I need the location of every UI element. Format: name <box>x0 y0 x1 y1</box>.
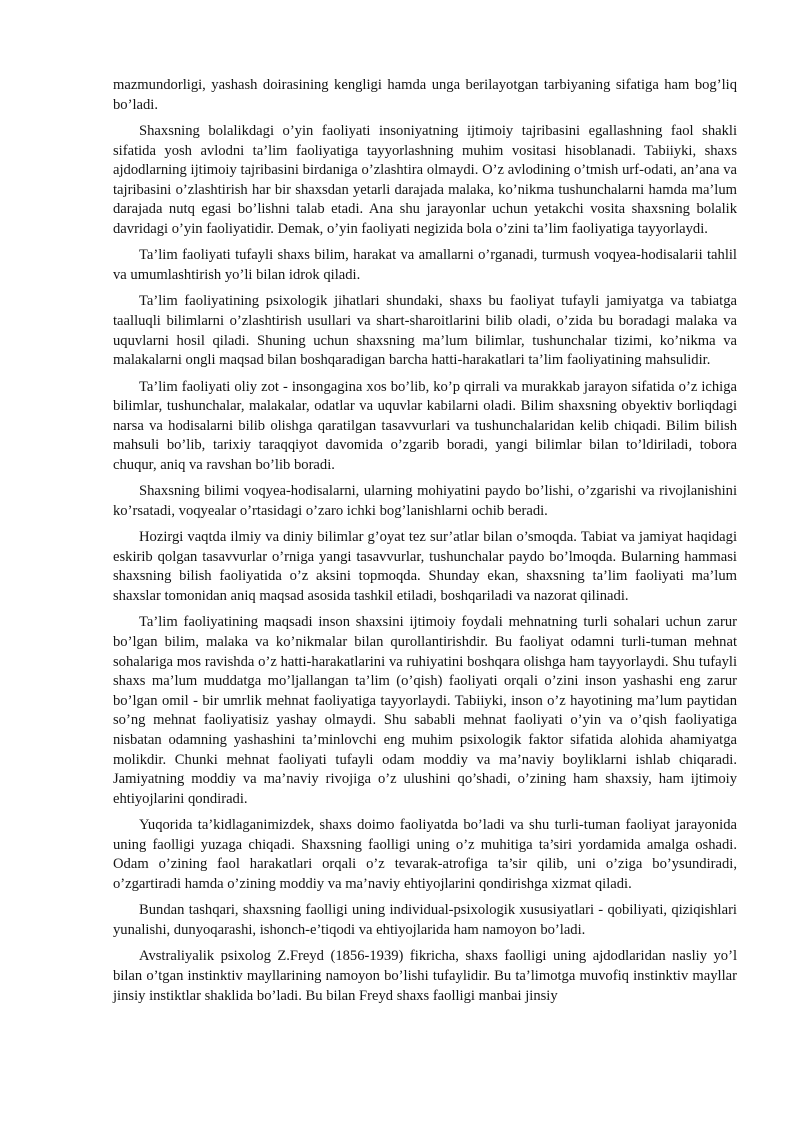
paragraph: Hozirgi vaqtda ilmiy va diniy bilimlar g’oyat tez sur’atlar bilan o’smoqda. Tabiat va jamiyat haqidagi eskirib qolgan tasavvurlar o’rniga yangi tasavvurlar, tushunchalar paydo bo’lmoqda. Bularning hammasi shaxsning bilish faoliyatida o’z aksini topmoqda. Shunday ekan, shaxsning ta’lim faoliyati ma’lum shaxslar tomonidan aniq maqsad asosida tashkil etiladi, boshqariladi va nazorat qilinadi. <box>113 529 737 605</box>
paragraph: Avstraliyalik psixolog Z.Freyd (1856-1939) fikricha, shaxs faolligi uning ajdodlaridan nasliy yo’l bilan o’tgan instinktiv mayllarining namoyon bo’lishi tufaylidir. Bu ta’limotga muvofiq instinktiv mayllar jinsiy instiktlar shaklida bo’ladi. Bu bilan Freyd shaxs faolligi manbai jinsiy <box>113 948 737 1004</box>
paragraph: Shaxsning bilimi voqyea-hodisalarni, ularning mohiyatini paydo bo’lishi, o’zgarishi va rivojlanishini ko’rsatadi, voqyealar o’rtasidagi o’zaro ichki bog’lanishlarni ochib beradi. <box>113 483 737 519</box>
document-page <box>113 76 737 1013</box>
paragraph: Shaxsning bolalikdagi o’yin faoliyati insoniyatning ijtimoiy tajribasini egallashning faol shakli sifatida yosh avlodni ta’lim faoliyatiga tayyorlashning muhim vositasi hisoblanadi. Tabiiyki, shaxs ajdodlarning ijtimoiy tajribasini birdaniga o’zlashtira olmaydi. O’z avlodining o’tmish urf-odati, an’ana va tajribasini o’zlashtirish har bir shaxsdan yetarli darajada malaka, ko’nikma tushunchalarni hamda ma’lum darajada nutq egasi bo’lishni talab etadi. Ana shu jarayonlar uchun yetakchi vosita shaxsning bolalik davridagi o’yin faoliyatidir. Demak, o’yin faoliyati negizida bola o’zini ta’lim faoliyatiga tayyorlaydi. <box>113 122 737 237</box>
paragraph: Ta’lim faoliyati tufayli shaxs bilim, harakat va amallarni o’rganadi, turmush voqyea-hodisalarii tahlil va umumlashtirish yo’li bilan idrok qiladi. <box>113 247 737 283</box>
paragraph: Ta’lim faoliyati oliy zot - insongagina xos bo’lib, ko’p qirrali va murakkab jarayon sifatida o’z ichiga bilimlar, tushunchalar, malakalar, odatlar va uquvlar kabilarni oladi. Bilim shaxsning obyektiv borliqdagi narsa va hodisalarni bilib olishga qaratilgan tasavvurlari va tushunchalaridan kelib chiqadi. Bilim bilish mahsuli bo’lib, tarixiy taraqqiyot davomida o’zgarib boradi, yangi bilimlar bilan to’ldiriladi, tobora chuqur, aniq va ravshan bo’lib boradi. <box>113 378 737 473</box>
paragraph: Bundan tashqari, shaxsning faolligi uning individual-psixologik xususiyatlari - qobiliyati, qiziqishlari yunalishi, dunyoqarashi, ishonch-e’tiqodi va ehtiyojlarida ham namoyon bo’ladi. <box>113 902 737 938</box>
paragraph: Ta’lim faoliyatining psixologik jihatlari shundaki, shaxs bu faoliyat tufayli jamiyatga va tabiatga taalluqli bilimlarni o’zlashtirish usullari va shart-sharoitlarini bilib oladi, o’zida bu boradagi malaka va uquvlarni hosil qiladi. Shuning uchun shaxsning ma’lum bilimlar, tushunchalar tizimi, ko’nikma va malakalarni ongli maqsad bilan boshqaradigan barcha hatti-harakatlari ta’lim faoliyatining mahsulidir. <box>113 293 737 369</box>
paragraph-continued: mazmundorligi, yashash doirasining kengligi hamda unga berilayotgan tarbiyaning sifatiga ham bog’liq bo’ladi. <box>113 77 737 113</box>
paragraph: Ta’lim faoliyatining maqsadi inson shaxsini ijtimoiy foydali mehnatning turli sohalari uchun zarur bo’lgan bilim, malaka va ko’nikmalar bilan qurollantirishdir. Bu faoliyat odamni turli-tuman mehnat sohalariga mos ravishda o’z hatti-harakatlarini va ruhiyatini boshqara olishga ham tayyorlaydi. Shu tufayli shaxs ma’lum muddatga mo’ljallangan ta’lim (o’qish) faoliyati orqali o’zini inson yashashi eng zarur bo’lgan omil - bir umrlik mehnat faoliyatiga tayyorlaydi. Tabiiyki, inson o’z hayotining ma’lum paytidan so’ng mehnat faoliyatisiz yashay olmaydi. Shu sababli mehnat faoliyati o’yin va o’qish faoliyatiga nisbatan odamning yashashini ta’minlovchi eng muhim psixologik faktor sifatida alohida ahamiyatga molikdir. Chunki mehnat faoliyati tufayli odam moddiy va ma’naviy boyliklarni ishlab chiqaradi. Jamiyatning moddiy va ma’naviy rivojiga o’z ulushini qo’shadi, o’zining ham shaxsiy, ham ijtimoiy ehtiyojlarini qondiradi. <box>113 614 737 807</box>
paragraph: Yuqorida ta’kidlaganimizdek, shaxs doimo faoliyatda bo’ladi va shu turli-tuman faoliyat jarayonida uning faolligi yuzaga chiqadi. Shaxsning faolligi uning o’z muhitiga ta’siri yordamida amalga oshadi. Odam o’zining faol harakatlari orqali o’z tevarak-atrofiga ta’sir qilib, uni o’ziga bo’ysundiradi, o’zgartiradi hamda o’zining moddiy va ma’naviy ehtiyojlarini qondirishga xizmat qiladi. <box>113 817 737 892</box>
